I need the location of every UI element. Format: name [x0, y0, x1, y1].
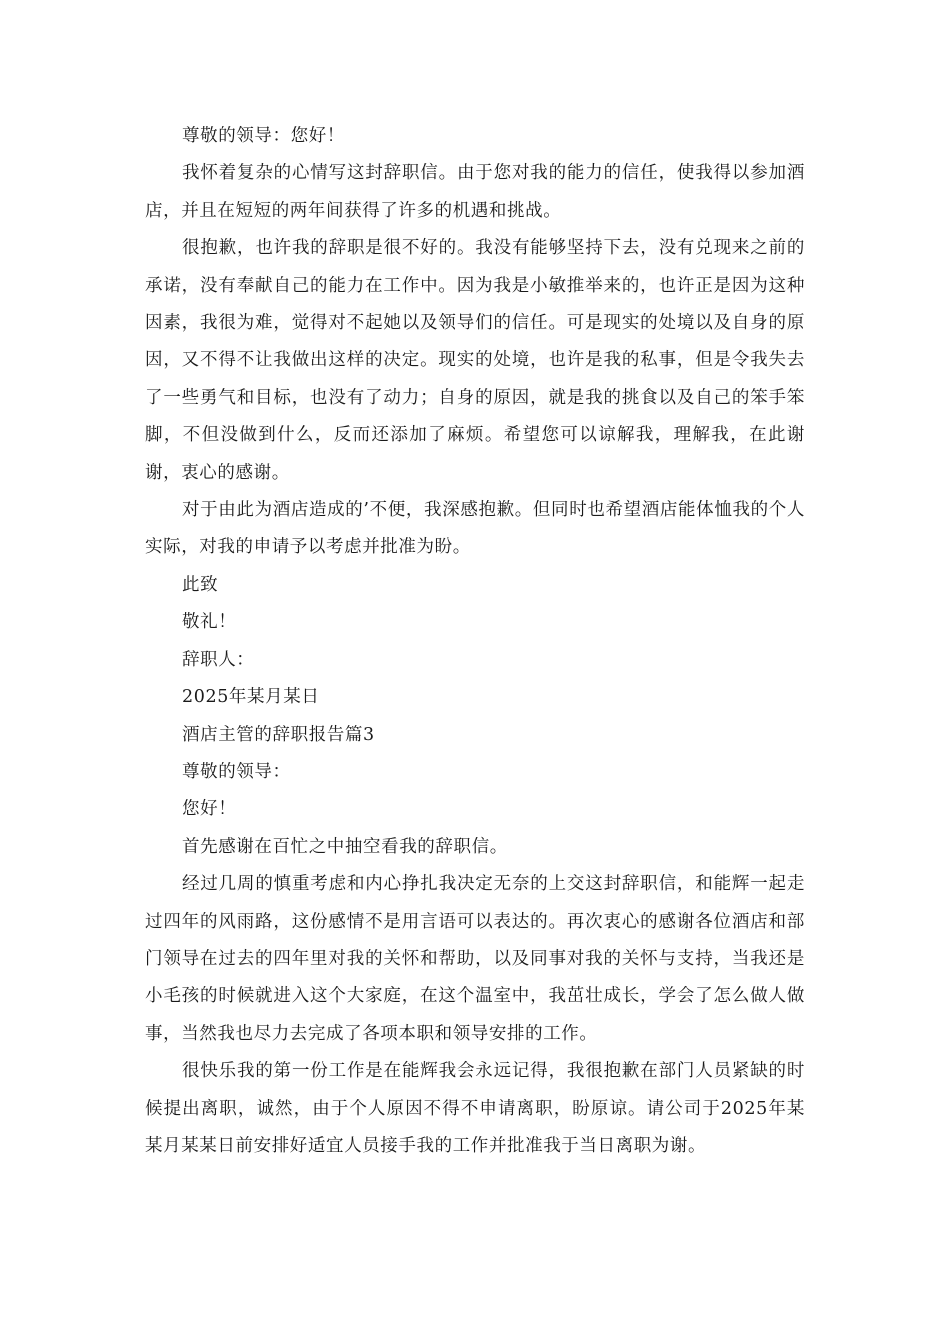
body-paragraph: 首先感谢在百忙之中抽空看我的辞职信。	[182, 836, 508, 857]
closing-regards: 敬礼！	[182, 612, 237, 633]
body-paragraph: 经过几周的慎重考虑和内心挣扎我决定无奈的上交这封辞职信，和能辉一起走过四年的风雨路，这份感情不是用言语可以表达的。再次衷心的感谢各位酒店和部门领导在过去的四年里对我的关怀和帮助，以及同事对我的关怀与支持，当我还是小毛孩的时候就进入这个大家庭，在这个温室中，我茁壮成长，学会了怎么做人做事，当然我也尽力去完成了各项本职和领导安排的工作。	[145, 874, 805, 1044]
document-body	[145, 118, 805, 1165]
body-paragraph: 很抱歉，也许我的辞职是很不好的。我没有能够坚持下去，没有兑现来之前的承诺，没有奉献自己的能力在工作中。因为我是小敏推举来的，也许正是因为这种因素，我很为难，觉得对不起她以及领导们的信任。可是现实的处境以及自身的原因，又不得不让我做出这样的决定。现实的处境，也许是我的私事，但是令我失去了一些勇气和目标，也没有了动力；自身的原因，就是我的挑食以及自己的笨手笨脚，不但没做到什么，反而还添加了麻烦。希望您可以谅解我，理解我，在此谢谢，衷心的感谢。	[145, 238, 805, 483]
signature-line: 辞职人：	[182, 649, 255, 670]
section-heading: 酒店主管的辞职报告篇3	[182, 724, 375, 745]
closing-line: 此致	[182, 574, 219, 595]
body-paragraph: 很快乐我的第一份工作是在能辉我会永远记得，我很抱歉在部门人员紧缺的时候提出离职，诚然，由于个人原因不得不申请离职，盼原谅。请公司于2025年某某月某某日前安排好适宜人员接手我的工作并批准我于当日离职为谢。	[145, 1061, 805, 1156]
body-paragraph: 我怀着复杂的心情写这封辞职信。由于您对我的能力的信任，使我得以参加酒店，并且在短短的两年间获得了许多的机遇和挑战。	[145, 163, 805, 221]
salutation: 尊敬的领导：	[182, 761, 291, 782]
salutation: 尊敬的领导：您好！	[182, 126, 345, 146]
body-paragraph: 对于由此为酒店造成的’不便，我深感抱歉。但同时也希望酒店能体恤我的个人实际，对我的申请予以考虑并批准为盼。	[145, 500, 805, 558]
date-line: 2025年某月某日	[182, 687, 320, 708]
greeting: 您好！	[182, 799, 237, 820]
